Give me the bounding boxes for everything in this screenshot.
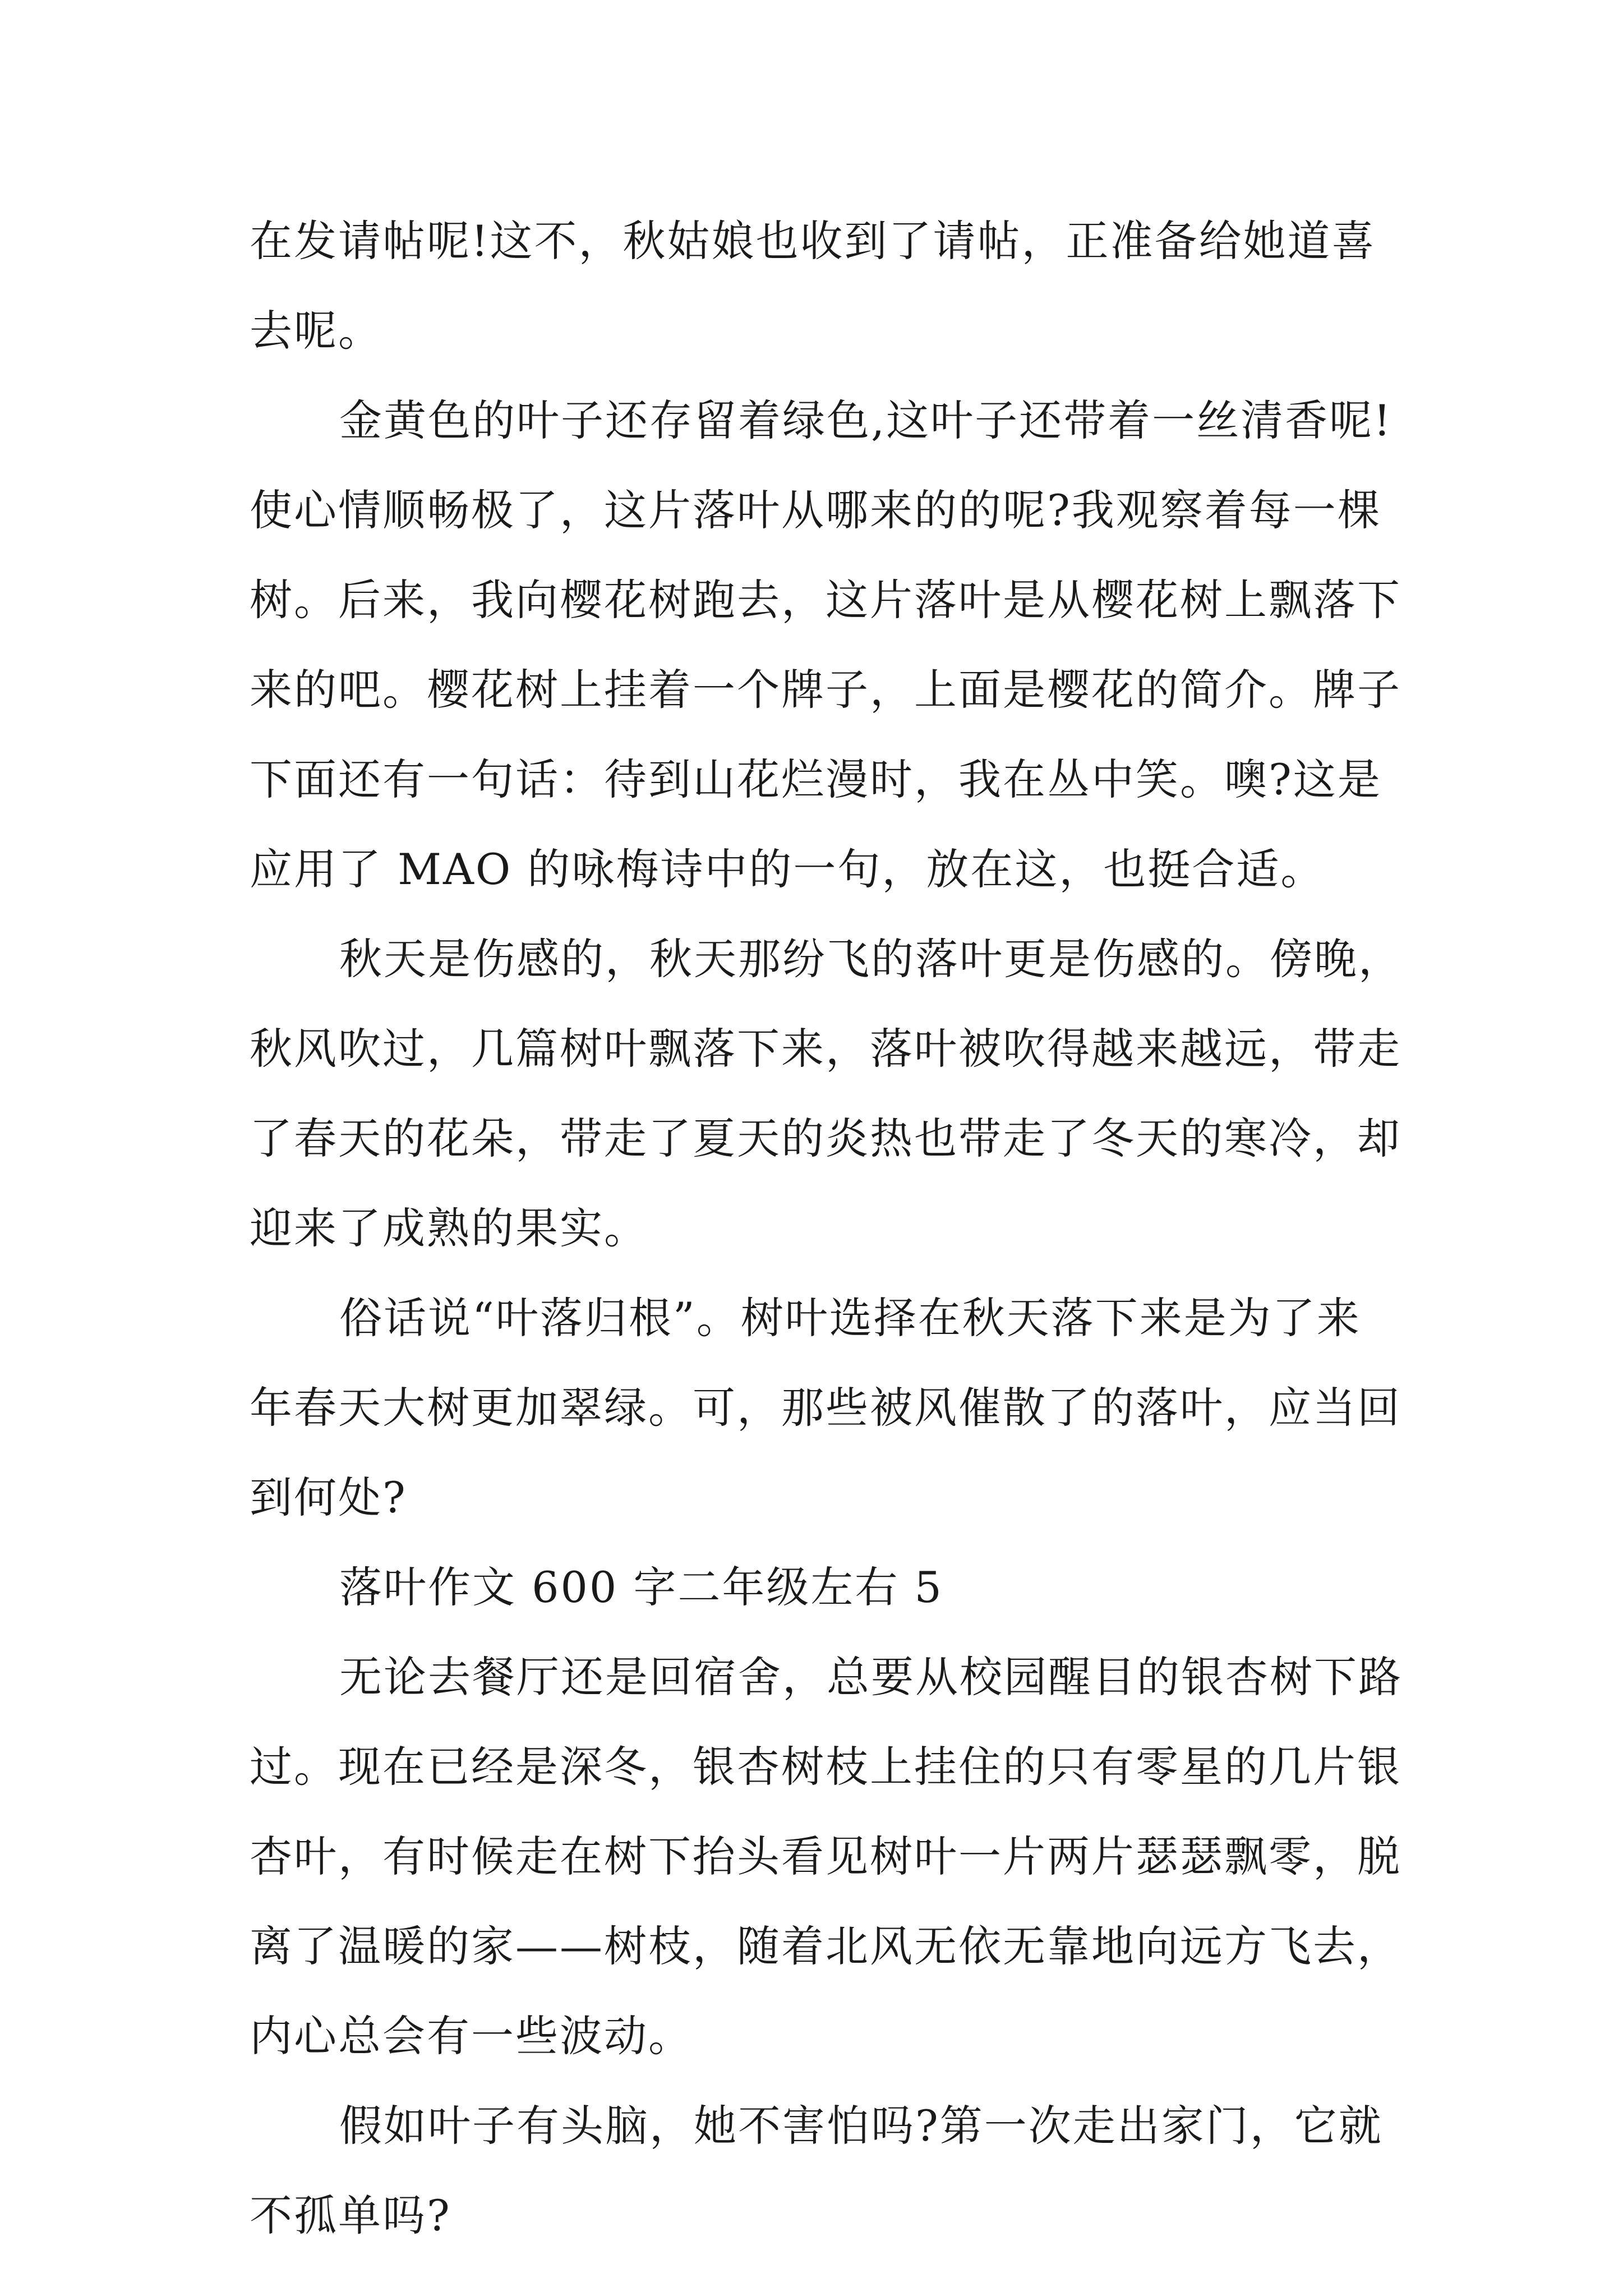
text-line: 秋天是伤感的，秋天那纷飞的落叶更是伤感的。傍晚， — [339, 934, 1403, 984]
text-line: 秋风吹过，几篇树叶飘落下来，落叶被吹得越来越远，带走 — [250, 1024, 1401, 1074]
text-line: 来的吧。樱花树上挂着一个牌子，上面是樱花的简介。牌子 — [250, 665, 1401, 715]
text-line: 杏叶，有时候走在树下抬头看见树叶一片两片瑟瑟飘零，脱 — [250, 1832, 1401, 1881]
text-line: 无论去餐厅还是回宿舍，总要从校园醒目的银杏树下路 — [339, 1652, 1403, 1702]
text-line: 了春天的花朵，带走了夏天的炎热也带走了冬天的寒冷，却 — [250, 1114, 1401, 1163]
text-line: 使心情顺畅极了，这片落叶从哪来的的呢?我观察着每一棵 — [250, 485, 1382, 535]
text-line: 离了温暖的家——树枝，随着北风无依无靠地向远方飞去， — [250, 1921, 1401, 1971]
text-line: 俗话说“叶落归根”。树叶选择在秋天落下来是为了来 — [339, 1293, 1361, 1343]
text-line: 假如叶子有头脑，她不害怕吗?第一次走出家门，它就 — [339, 2101, 1383, 2151]
text-line: 金黄色的叶子还存留着绿色,这叶子还带着一丝清香呢! — [339, 395, 1393, 445]
text-line: 应用了 MAO 的咏梅诗中的一句，放在这，也挺合适。 — [250, 844, 1325, 894]
text-line: 在发请帖呢!这不，秋姑娘也收到了请帖，正准备给她道喜 — [250, 216, 1376, 266]
text-line: 过。现在已经是深冬，银杏树枝上挂住的只有零星的几片银 — [250, 1742, 1401, 1792]
section-heading: 落叶作文 600 字二年级左右 5 — [339, 1562, 943, 1612]
text-line: 年春天大树更加翠绿。可，那些被风催散了的落叶，应当回 — [250, 1383, 1401, 1433]
text-line: 迎来了成熟的果实。 — [250, 1203, 648, 1253]
text-line: 树。后来，我向樱花树跑去，这片落叶是从樱花树上飘落下 — [250, 575, 1401, 625]
text-line: 到何处? — [250, 1473, 407, 1522]
text-line: 内心总会有一些波动。 — [250, 2011, 693, 2061]
text-line: 去呢。 — [250, 306, 382, 356]
text-line: 下面还有一句话：待到山花烂漫时，我在丛中笑。噢?这是 — [250, 754, 1382, 804]
text-line: 不孤单吗? — [250, 2191, 451, 2240]
